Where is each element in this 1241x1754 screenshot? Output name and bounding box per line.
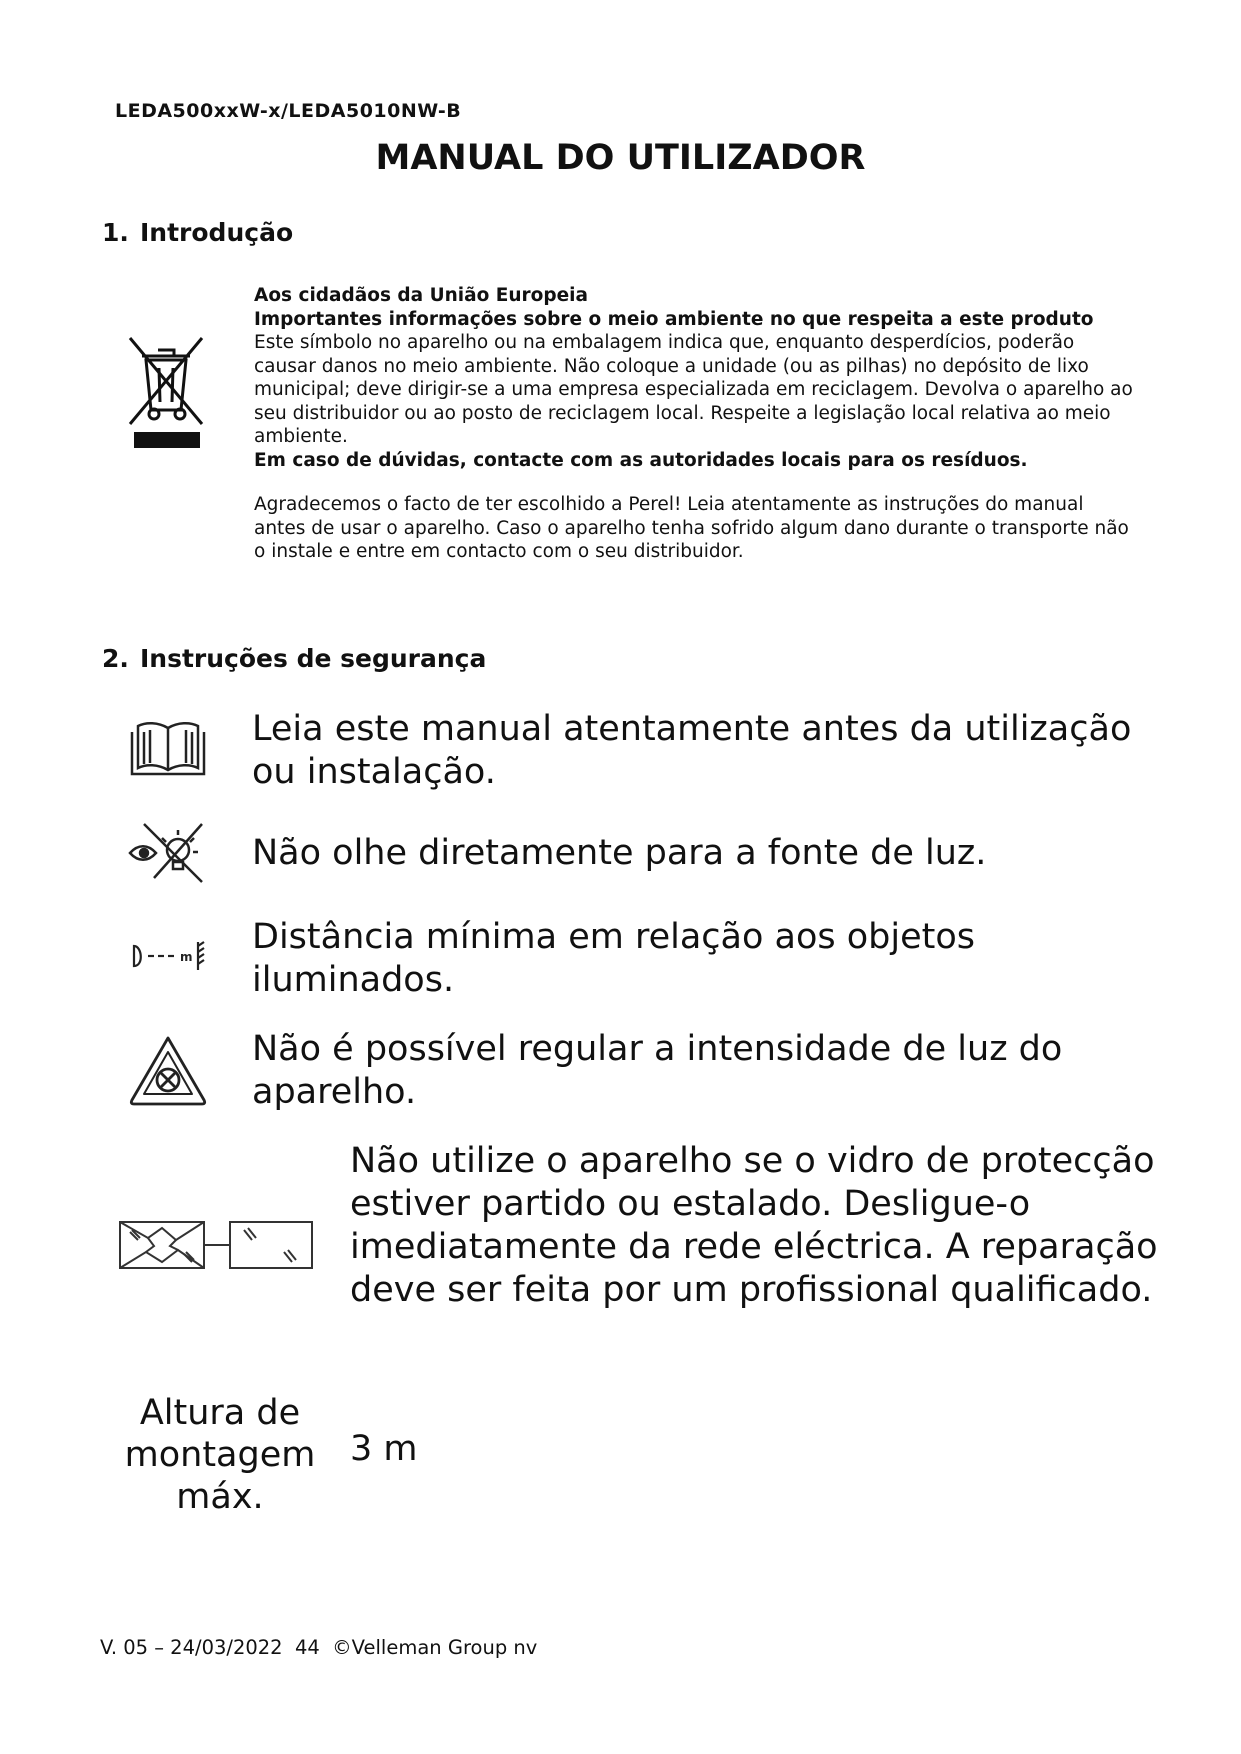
weee-bin-icon xyxy=(124,332,208,452)
safety-item-no-look: Não olhe diretamente para a fonte de luz. xyxy=(252,833,987,873)
page-footer: V. 05 – 24/03/2022 44 ©Velleman Group nv xyxy=(100,1636,538,1659)
section-2-heading: 2. Instruções de segurança xyxy=(102,644,487,673)
safety-item-min-distance: Distância mínima em relação aos objetos iluminados. xyxy=(252,917,975,1000)
no-dimming-icon xyxy=(128,1034,208,1108)
mount-height-value: 3 m xyxy=(350,1429,418,1469)
thanks-text: Agradecemos o facto de ter escolhido a Perel! Leia atentamente as instruções do manual antes de usar o aparelho. Caso o aparelho tenha sofrido algum dano durante o transporte não o instale e entre em contacto com o seu distribuidor. xyxy=(254,494,1129,562)
env-heading: Importantes informações sobre o meio ambiente no que respeita a este produto xyxy=(254,308,1094,330)
svg-text:m: m xyxy=(180,950,193,964)
safety-item-broken-glass: Não utilize o aparelho se o vidro de protecção estiver partido ou estalado. Desligue-o imediatamente da rede eléctrica. A reparação deve ser feita por um profissional qualificado. xyxy=(350,1141,1158,1310)
page-title: MANUAL DO UTILIZADOR xyxy=(375,138,866,178)
eu-heading: Aos cidadãos da União Europeia xyxy=(254,285,588,306)
env-body: Este símbolo no aparelho ou na embalagem indica que, enquanto desperdícios, poderão causar danos no meio ambiente. Não coloque a unidade (ou as pilhas) no depósito de lixo municipal; deve dirigir-se a uma empresa especializada em reciclagem. Devolva o aparelho ao seu distribuidor ou ao posto de reciclagem local. Respeite a legislação local relativa ao meio ambiente. xyxy=(254,332,1133,447)
read-manual-icon xyxy=(128,714,208,778)
intro-text-block xyxy=(254,284,1134,564)
model-number: LEDA500xxW-x/LEDA5010NW-B xyxy=(115,100,462,122)
min-distance-icon xyxy=(128,938,208,974)
safety-item-read-manual: Leia este manual atentamente antes da utilização ou instalação. xyxy=(252,709,1132,792)
no-look-at-light-icon xyxy=(124,818,208,888)
env-contact: Em caso de dúvidas, contacte com as autoridades locais para os resíduos. xyxy=(254,449,1028,471)
safety-item-no-dimming: Não é possível regular a intensidade de luz do aparelho. xyxy=(252,1029,1063,1112)
broken-glass-icon xyxy=(118,1218,314,1274)
mount-height-label: Altura de montagem máx. xyxy=(124,1393,316,1517)
section-1-heading: 1. Introdução xyxy=(102,218,294,247)
